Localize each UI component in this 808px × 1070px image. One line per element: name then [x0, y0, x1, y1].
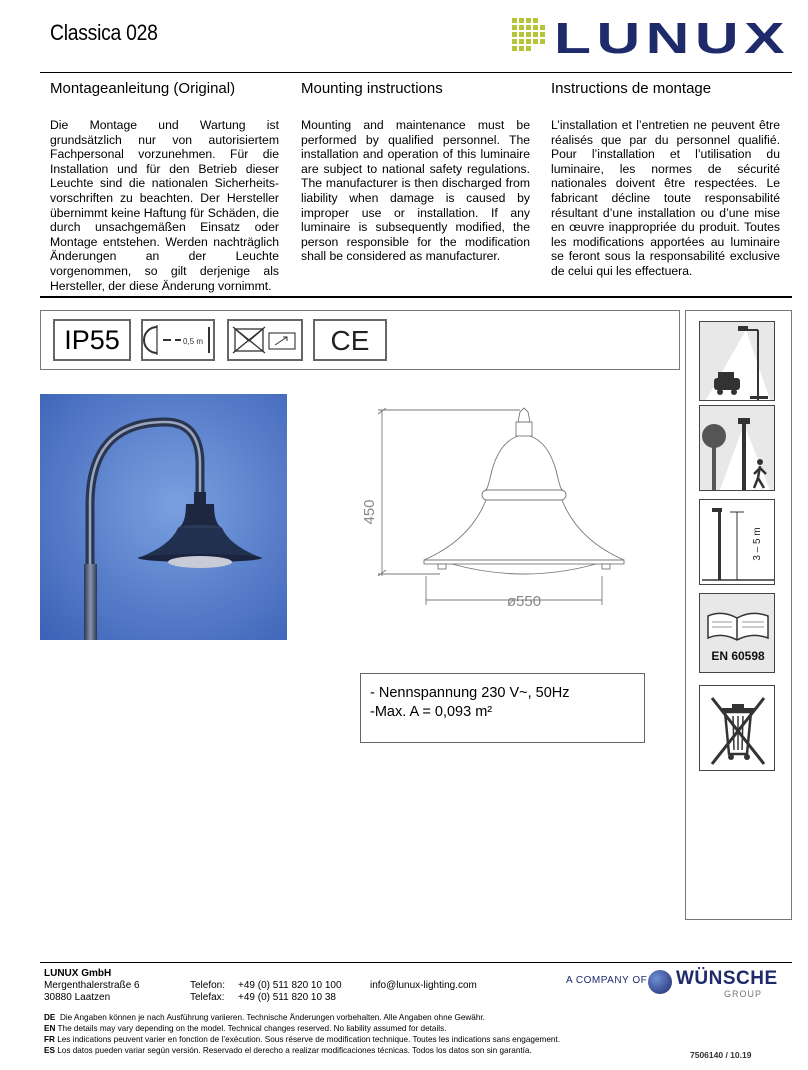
pedestrian-lighting-icon: [699, 405, 775, 491]
text-de: Die Montage und Wartung ist grundsätzlich nur von autorisiertem Fachpersonal vorzunehmen. Für die Installation und für den Betrieb dieser Leuchte sind die nationalen Sicherheits-vorschriften zu beachten. Der Hersteller übernimmt keine Haftung für Schäden, die durch unsachgemäßen Einsatz oder Montage entstehen. Werden nachträglich Änderungen an der Leuchte vorgenommen, so gilt derjenige als Hersteller, der diese Änderung vornimmt.: [50, 118, 279, 293]
disclaimer-code: DE: [44, 1013, 56, 1022]
group-label: GROUP: [724, 989, 763, 999]
product-photo: [40, 394, 287, 640]
disclaimer-code: FR: [44, 1035, 55, 1044]
disclaimer-text: Die Angaben können je nach Ausführung variieren. Technische Änderungen vorbehalten. Alle Angaben ohne Gewähr.: [59, 1013, 485, 1022]
diameter-dimension: ø550: [506, 593, 542, 610]
lunux-logo: [512, 16, 792, 58]
crossed-bin-icon: [700, 686, 775, 771]
footer-rule: [40, 962, 792, 963]
pole-height-icon: [700, 500, 775, 585]
mount-height-label: 3 – 5 m: [752, 527, 763, 561]
header-rule: [40, 72, 792, 73]
specifications-box: [360, 673, 645, 743]
max-area: -Max. A = 0,093 m²: [370, 704, 493, 720]
company-of-label: A COMPANY OF: [566, 975, 648, 986]
disclaimer-text: Los datos pueden variar según versión. Reservado el derecho a realizar modificaciones técnicas. Todos los datos son sin garantía.: [57, 1046, 532, 1055]
disclaimer-es: [44, 1045, 532, 1057]
lunux-logo-graphic: [512, 16, 792, 58]
ip-rating: IP55: [64, 325, 120, 355]
street-lighting-icon: [699, 321, 775, 401]
standard-label: EN 60598: [711, 649, 765, 663]
disclaimer-text: The details may vary depending on the model. Technical changes reserved. No liability assumed for details.: [57, 1024, 447, 1033]
street-car-icon: [700, 322, 775, 401]
company-street: Mergenthalerstraße 6: [44, 980, 140, 991]
ce-mark-box: [313, 319, 387, 361]
min-distance-symbol: [141, 319, 215, 361]
distance-icon: [143, 321, 213, 359]
disclaimer-code: EN: [44, 1024, 56, 1033]
document-number: 7506140 / 10.19: [690, 1050, 752, 1060]
technical-drawing-graphic: [360, 400, 650, 620]
email-link[interactable]: info@lunux-lighting.com: [370, 980, 477, 991]
product-photo-graphic: [40, 394, 287, 640]
heading-en: Mounting instructions: [301, 80, 443, 97]
disclaimer-text: Les indications peuvent varier en fonction de l’exécution. Sous réserve de modification technique. Toutes les indications sans engagement.: [57, 1035, 560, 1044]
wuensche-wordmark: WÜNSCHE: [676, 968, 778, 989]
no-insulation-symbol: [227, 319, 303, 361]
weee-disposal-icon: [699, 685, 775, 771]
section-rule: [40, 296, 792, 298]
text-fr: L’installation et l’entretien ne peuvent être réalisés que par du personnel qualifié. Pour l’installation et l’utilisation du luminaire, les normes de sécurité nationales doivent être respectées. Le fabricant décline toute responsabilité résultant d’une installation ou d’une mise en œuvre inappropriée du produit. Toutes les modifications apportées au luminaire se feront sous la responsabilité exclusive de celui qui les effectuera.: [551, 118, 780, 278]
fax-number: +49 (0) 511 820 10 38: [238, 992, 336, 1003]
phone-label: Telefon:: [190, 980, 226, 991]
distance-label: 0,5 m: [183, 337, 204, 346]
usage-icons-column: [685, 310, 792, 920]
insulation-icon: [229, 321, 301, 359]
height-dimension: 450: [361, 499, 378, 525]
standard-icon: [699, 593, 775, 673]
ce-mark-icon: [315, 321, 385, 359]
logo-wordmark: LUNUX: [554, 16, 790, 58]
pedestrian-icon: [700, 406, 775, 491]
text-en: Mounting and maintenance must be performed by qualified personnel. The installation and operation of this luminaire are subject to national safety regulations. The manufacturer is then discharged from liability when damage is caused by improper use or installation. If any luminaire is subsequently modified, the person responsible for the modification shall be considered as manufacturer.: [301, 118, 530, 264]
book-icon: [700, 594, 775, 673]
company-name: LUNUX GmbH: [44, 968, 112, 979]
technical-drawing: [360, 400, 650, 620]
fax-label: Telefax:: [190, 992, 225, 1003]
ip-rating-box: [53, 319, 131, 361]
disclaimer-code: ES: [44, 1046, 55, 1055]
document-title: Classica 028: [50, 20, 158, 45]
ce-mark: CE: [330, 325, 370, 356]
symbol-strip: [40, 310, 680, 370]
heading-de: Montageanleitung (Original): [50, 80, 236, 97]
logo-dot-grid: [512, 18, 545, 51]
heading-fr: Instructions de montage: [551, 80, 712, 97]
wuensche-logo-icon: [648, 970, 672, 994]
mounting-height-icon: [699, 499, 775, 585]
rated-voltage: - Nennspannung 230 V~, 50Hz: [370, 685, 570, 701]
phone-number[interactable]: +49 (0) 511 820 10 100: [238, 980, 342, 991]
company-city: 30880 Laatzen: [44, 992, 111, 1003]
